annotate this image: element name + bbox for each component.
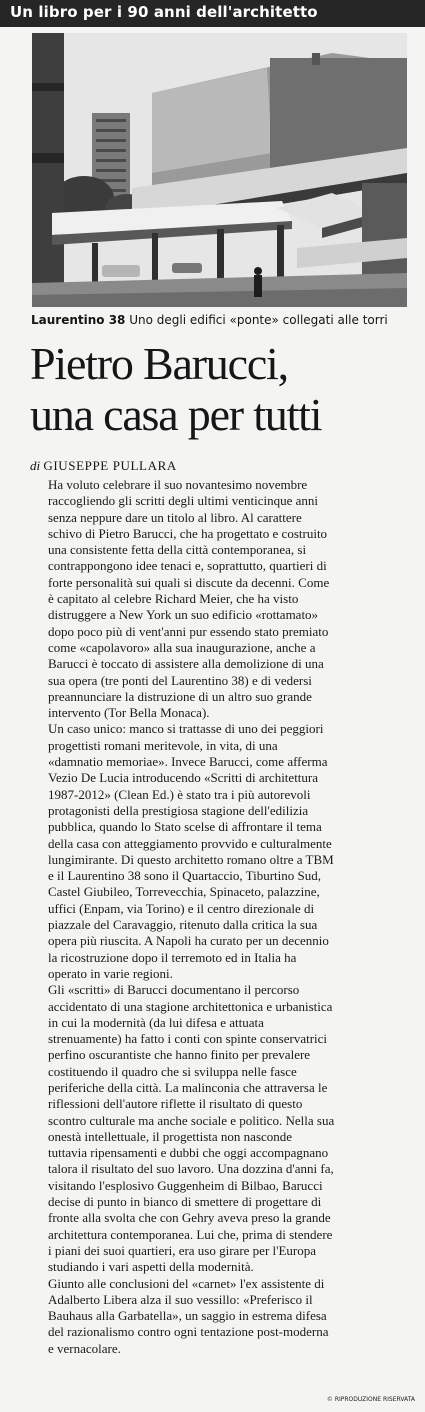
body-line: lungimirante. Di questo architetto romano oltre a TBM	[48, 851, 334, 867]
copyright-notice: © RIPRODUZIONE RISERVATA	[326, 1396, 415, 1403]
body-line: periferiche della città. La malinconia che attraversa le	[48, 1079, 328, 1095]
article-byline	[30, 458, 177, 474]
body-line: Vezio De Lucia introducendo «Scritti di architettura	[48, 770, 319, 786]
body-line: dopo poco più di vent'anni pur essendo stato premiato	[48, 623, 329, 639]
body-line: Barucci è toccato di assistere alla demolizione di una	[48, 656, 324, 672]
byline-author: GIUSEPPE PULLARA	[43, 458, 177, 473]
body-line: «damnatio memoriae». Invece Barucci, come afferma	[48, 754, 328, 770]
body-line: Giunto alle conclusioni del «carnet» l'ex assistente di	[48, 1275, 325, 1291]
body-line: sua opera (tre ponti del Laurentino 38) e di vedersi	[48, 672, 312, 688]
body-line: preannunciare la distruzione di un altro suo grande	[48, 688, 312, 704]
body-line: Gli «scritti» di Barucci documentano il percorso	[48, 982, 300, 998]
article-body	[48, 477, 418, 1357]
body-line: decise di punto in bianco di smettere di progettare di	[48, 1194, 322, 1210]
photo-caption	[31, 313, 388, 327]
body-line: protagonisti della prestigiosa stagione dell'edilizia	[48, 802, 309, 818]
body-line: opera più riuscita. A Napoli ha curato per un decennio	[48, 933, 329, 949]
body-line: perfino oscurantiste che hanno finito per prevalere	[48, 1047, 311, 1063]
body-line: progettisti romani meritevole, in vita, di una	[48, 737, 278, 753]
body-line: pubblica, quando lo Stato scelse di affrontare il tema	[48, 819, 322, 835]
body-line: uffici (Enpam, via Torino) e il centro direzionale di	[48, 900, 315, 916]
body-line: piazzale del Caravaggio, ritenuto dalla critica la sua	[48, 917, 318, 933]
body-line: studiando i vari aspetti della modernità.	[48, 1259, 254, 1275]
body-line: Un caso unico: manco si trattasse di uno dei peggiori	[48, 721, 324, 737]
body-line: schivo di Pietro Barucci, che ha progettato e costruito	[48, 525, 328, 541]
body-line: come «capolavoro» alla sua inaugurazione, anche a	[48, 639, 316, 655]
body-line: operato in varie regioni.	[48, 965, 173, 981]
body-line: raccogliendo gli scritti degli ultimi venticinque anni	[48, 493, 319, 509]
body-line: Adalberto Libera alza il suo vessillo: «Preferisco il	[48, 1291, 313, 1307]
body-line: Bauhaus alla Garbatella», un saggio in estrema difesa	[48, 1308, 327, 1324]
body-line: in cui la modernità (da lui difesa e attuata	[48, 1014, 264, 1030]
body-line: Castel Giubileo, Torrevecchia, Spinaceto, palazzine,	[48, 884, 320, 900]
body-line: visitando l'esplosivo Guggenheim di Bilbao, Barucci	[48, 1177, 323, 1193]
body-line: riflessioni dell'autore riflette il risultato di questo	[48, 1096, 303, 1112]
body-line: 1987-2012» (Clean Ed.) è stato tra i più autorevoli	[48, 786, 311, 802]
body-line: scontro culturale ma anche sociale e politico. Nella sua	[48, 1112, 335, 1128]
body-line: è capitato al celebre Richard Meier, che ha visto	[48, 591, 299, 607]
body-line: fronte alla svolta che con Gehry aveva preso la grande	[48, 1210, 331, 1226]
section-banner-text: Un libro per i 90 anni dell'architetto	[10, 3, 318, 21]
body-line: i piani dei suoi quartieri, era uso girare per l'Europa	[48, 1242, 317, 1258]
body-line: contrappongono idee tenaci e, soprattutto, quartieri di	[48, 558, 327, 574]
body-line: una consistente fetta della città contemporanea, si	[48, 542, 307, 558]
caption-text: Uno degli edifici «ponte» collegati alle torri	[129, 313, 388, 327]
body-line: distruggere a New York un suo edificio «rottamato»	[48, 607, 319, 623]
body-line: senza neppure dare un titolo al libro. Al carattere	[48, 509, 302, 525]
body-line: accidentato di una stagione architettonica e urbanistica	[48, 998, 333, 1014]
body-line: della casa con atteggiamento provvido e culturalmente	[48, 835, 332, 851]
article-headline	[30, 338, 321, 440]
body-line: e il Laurentino 38 sono il Quartaccio, Tiburtino Sud,	[48, 868, 321, 884]
body-line: forte personalità sui quali si discute da decenni. Come	[48, 574, 330, 590]
headline-line-2: una casa per tutti	[30, 389, 322, 440]
body-line: tuttavia ripensamenti e dubbi che oggi accompagnano	[48, 1145, 329, 1161]
body-line: costituendo il quadro che si sviluppa nelle fasce	[48, 1063, 297, 1079]
byline-prefix: di	[30, 458, 41, 473]
body-line: strenuamente) ha fatto i conti con spinte conservatrici	[48, 1031, 328, 1047]
body-line: del razionalismo contro ogni tentazione post-moderna	[48, 1324, 329, 1340]
body-line: Ha voluto celebrare il suo novantesimo novembre	[48, 477, 308, 492]
article-photo	[32, 33, 407, 307]
body-line: onestà intellettuale, il progettista non nasconde	[48, 1128, 293, 1144]
headline-line-1: Pietro Barucci,	[30, 338, 288, 389]
caption-label: Laurentino 38	[31, 313, 126, 327]
body-line: intervento (Tor Bella Monaca).	[48, 705, 210, 721]
body-line: e vernacolare.	[48, 1340, 121, 1356]
body-line: architettura contemporanea. Lui che, prima di stendere	[48, 1226, 333, 1242]
section-banner	[0, 0, 425, 27]
body-line: la ricostruzione dopo il terremoto ed in Italia ha	[48, 949, 297, 965]
body-line: talora il risultato del suo lavoro. Una dozzina d'anni fa,	[48, 1161, 334, 1177]
